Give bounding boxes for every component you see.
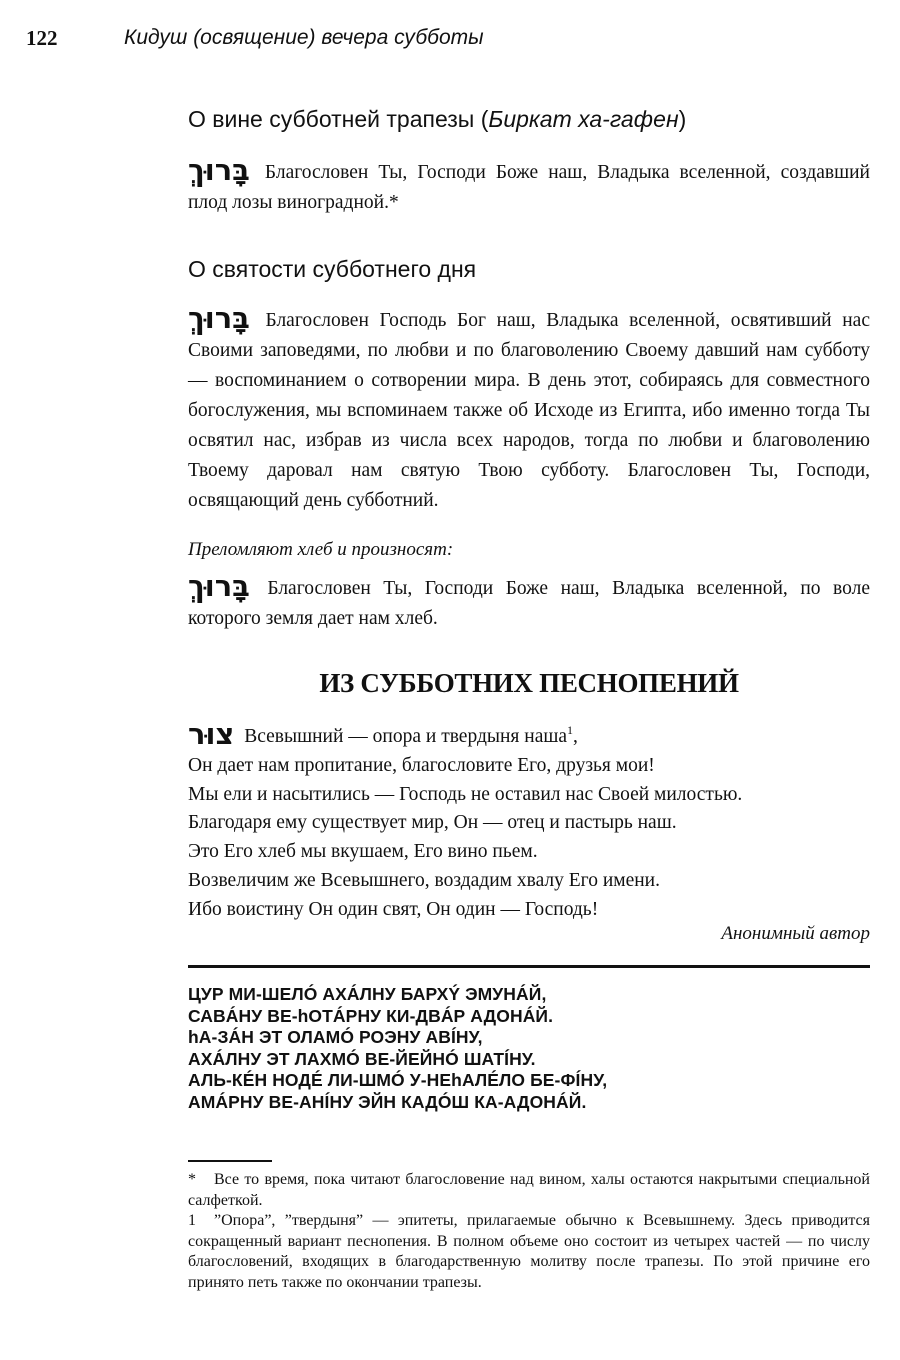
footnote-text: ”Опора”, ”твердыня” — эпитеты, прилагаемые обычно к Всевышнему. Здесь приводится сокращенный вариант песнопения. В полном объеме оно состоит из четырех частей — по числу благословений, входящих в благодарственную молитву после трапезы. По этой причине его принято петь также по окончании трапезы.	[188, 1212, 870, 1291]
footnote-text: Все то время, пока читают благословение над вином, халы остаются накрытыми специальной салфеткой.	[188, 1171, 870, 1209]
hebrew-word-baruch: בָּרוּךְ	[188, 569, 250, 603]
divider-rule	[188, 965, 870, 968]
poem-line: Ибо воистину Он один свят, Он один — Господь!	[188, 898, 599, 920]
footnote-mark: 1	[188, 1212, 196, 1229]
poem-line: Это Его хлеб мы вкушаем, Его вино пьем.	[188, 841, 538, 863]
poem-line: צוּר Всевышний — опора и твердыня наша$^1$,	[188, 717, 578, 751]
section-bread	[188, 536, 870, 634]
poem-line: Он дает нам пропитание, благословите Его, друзья мои!	[188, 754, 655, 776]
poem-author: Анонимный автор	[721, 923, 870, 944]
poem-title: ИЗ СУББОТНИХ ПЕСНОПЕНИЙ	[319, 668, 739, 698]
footnote-item	[188, 1211, 870, 1293]
section-heading-holiness: О святости субботнего дня	[188, 256, 477, 282]
poem-line: Мы ели и насытились — Господь не оставил нас Своей милостью.	[188, 783, 743, 805]
instruction-bread: Преломляют хлеб и произносят:	[188, 539, 454, 560]
transliteration-line: hА-ЗÁН ЭТ ОЛАМÓ РОЭНУ АВÍНУ,	[188, 1027, 483, 1047]
running-title: Кидуш (освящение) вечера субботы	[124, 26, 484, 49]
section-holiness	[188, 254, 870, 516]
transliteration-line: АМÁРНУ ВЕ-АНÍНУ ЭЙН КАДÓШ КА-АДОНÁЙ.	[188, 1091, 587, 1112]
poem-line: Возвеличим же Всевышнего, воздадим хвалу Его имени.	[188, 869, 660, 891]
running-head	[26, 26, 886, 58]
footnote-item	[188, 1170, 870, 1211]
blessing-wine: בָּרוּךְ Благословен Ты, Господи Боже наш, Владыка вселенной, создавший плод лозы виноградной.*	[188, 153, 870, 213]
transliteration	[188, 984, 870, 1113]
footnote-rule	[188, 1160, 272, 1162]
footnote-ref: 1	[567, 723, 574, 737]
transliteration-line: САВÁНУ ВЕ-hОТÁРНУ КИ-ДВÁР АДОНÁЙ.	[188, 1005, 554, 1026]
transliteration-line: АХÁЛНУ ЭТ ЛАХМÓ ВЕ-ЙЕЙНÓ ШАТÍНУ.	[188, 1048, 536, 1069]
page-number: 122	[26, 26, 58, 50]
blessing-bread: בָּרוּךְ Благословен Ты, Господи Боже наш, Владыка вселенной, по воле которого земля дает нам хлеб.	[188, 569, 871, 629]
transliteration-line: АЛЬ-КÉН НОДÉ ЛИ-ШМÓ У-НЕhАЛÉЛО БЕ-ФÍНУ,	[188, 1070, 608, 1090]
blessing-holiness: בָּרוּךְ Благословен Господь Бог наш, Владыка вселенной, освятивший нас Своими заповедями, по любви и по благоволению Своему давший нам субботу — воспоминанием о сотворении мира. В день этот, собираясь для совместного богослужения, мы вспоминаем также об Исходе из Египта, ибо именно тогда Ты освятил нас, избрав из числа всех народов, тогда по любви и благоволению Твоему даровал нам святую Твою субботу. Благословен Ты, Господи, освящающий день субботний.	[188, 301, 870, 511]
poem	[188, 717, 870, 925]
section-heading-wine: О вине субботней трапезы (Биркат ха-гафен)	[188, 106, 687, 132]
poem-line: Благодаря ему существует мир, Он — отец и пастырь наш.	[188, 812, 677, 834]
transliteration-line: ЦУР МИ-ШЕЛÓ АХÁЛНУ БАРХÝ ЭМУНÁЙ,	[188, 984, 547, 1004]
section-wine	[188, 104, 870, 218]
hebrew-word-baruch: בָּרוּךְ	[188, 301, 250, 335]
footnote-mark: *	[188, 1171, 196, 1188]
footnotes	[188, 1170, 870, 1293]
hebrew-word-tzur: צוּר	[188, 717, 235, 751]
hebrew-word-baruch: בָּרוּךְ	[188, 153, 250, 187]
